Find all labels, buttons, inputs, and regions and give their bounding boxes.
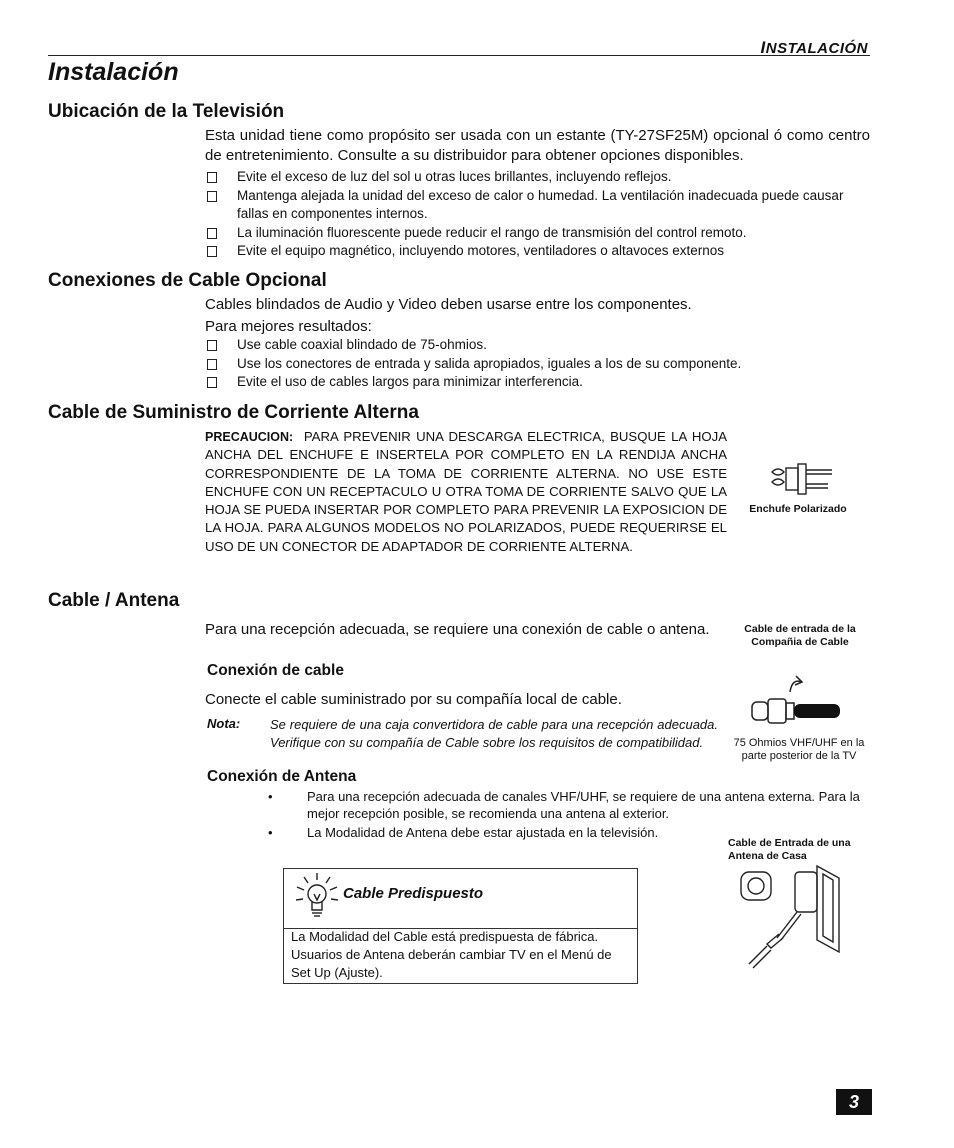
polarized-plug-icon	[768, 462, 840, 496]
ubicacion-intro: Esta unidad tiene como propósito ser usada con un estante (TY-27SF25M) opcional ó como centro de entretenimiento. Consulte a su distribuidor para obtener opciones disponibles.	[205, 127, 870, 164]
conexiones-list	[205, 336, 870, 392]
list-item: Evite el uso de cables largos para minimizar interferencia.	[205, 373, 870, 392]
list-item: Evite el equipo magnético, incluyendo motores, ventiladores o altavoces externos	[205, 242, 870, 261]
list-item: • Para una recepción adecuada de canales VHF/UHF, se requiere de una antena externa. Para la mejor recepción posible, se recomienda una antena al exterior.	[268, 788, 878, 822]
ubicacion-list	[205, 168, 870, 261]
nota-text: Se requiere de una caja convertidora de cable para una recepción adecuada. Verifique con su compañía de Cable sobre los requisitos de compatibilidad.	[270, 717, 718, 750]
home-antenna-caption: Cable de Entrada de una Antena de Casa	[728, 837, 851, 862]
heading-antena: Cable / Antena	[48, 590, 180, 611]
antena-list	[268, 788, 878, 843]
list-item: La iluminación fluorescente puede reducir el rango de transmisión del control remoto.	[205, 224, 870, 243]
caution-label: PRECAUCION:	[205, 430, 294, 444]
conexiones-intro-2: Para mejores resultados:	[205, 318, 372, 335]
tip-box	[283, 868, 638, 984]
list-item: Evite el exceso de luz del sol u otras luces brillantes, incluyendo reflejos.	[205, 168, 870, 187]
heading-conexiones: Conexiones de Cable Opcional	[48, 270, 327, 291]
heading-conexion-antena: Conexión de Antena	[207, 768, 357, 785]
list-item: • La Modalidad de Antena debe estar ajustada en la televisión.	[268, 824, 707, 841]
heading-suministro: Cable de Suministro de Corriente Alterna	[48, 402, 419, 423]
conexion-cable-text: Conecte el cable suministrado por su compañía local de cable.	[205, 691, 622, 708]
nota-label: Nota:	[207, 716, 241, 731]
page-number: 3	[836, 1089, 872, 1115]
list-item: Use cable coaxial blindado de 75-ohmios.	[205, 336, 870, 355]
page-title: Instalación	[48, 58, 179, 86]
section-header-label: INSTALACIÓN	[760, 38, 868, 57]
list-item: Mantenga alejada la unidad del exceso de calor o humedad. La ventilación inadecuada puede causar fallas en componentes internos.	[205, 187, 870, 224]
caution-text: PRECAUCION: PARA PREVENIR UNA DESCARGA ELECTRICA, BUSQUE LA HOJA ANCHA DEL ENCHUFE E INSERTELA POR COMPLETO EN LA RENDIJA ANCHA CORRESPONDIENTE DE LA TOMA DE CORRIENTE ALTERNA. NO USE ESTE ENCHUFE CON UN RECEPTACULO U OTRA TOMA DE CORRIENTE SALVO QUE LA HOJA SE PUEDA INSERTAR POR COMPLETO PARA PREVENIR LA EXPOSICION DE LA HOJA. PARA ALGUNOS MODELOS NO POLARIZADOS, PUEDE REQUERIRSE EL USO DE UN CONECTOR DE ADAPTADOR DE CORRIENTE ALTERNA.	[205, 429, 727, 554]
antena-intro: Para una recepción adecuada, se requiere una conexión de cable o antena.	[205, 621, 710, 638]
antenna-connection-icon	[735, 862, 850, 970]
heading-conexion-cable: Conexión de cable	[207, 662, 344, 679]
tip-text: La Modalidad del Cable está predispuesta de fábrica. Usuarios de Antena deberán cambiar TV en el Menú de Set Up (Ajuste).	[291, 929, 612, 980]
cable-input-caption: Cable de entrada de la Compañia de Cable	[744, 623, 856, 648]
coaxial-cable-icon	[748, 670, 848, 728]
tip-title: Cable Predispuesto	[343, 885, 484, 902]
header-rule	[48, 55, 870, 56]
lightbulb-icon	[292, 870, 342, 922]
plug-caption: Enchufe Polarizado	[749, 503, 847, 515]
heading-ubicacion: Ubicación de la Televisión	[48, 101, 285, 122]
ohm-caption: 75 Ohmios VHF/UHF en la parte posterior de la TV	[733, 737, 865, 762]
conexiones-intro: Cables blindados de Audio y Video deben usarse entre los componentes.	[205, 296, 692, 313]
list-item: Use los conectores de entrada y salida apropiados, iguales a los de su componente.	[205, 355, 870, 374]
